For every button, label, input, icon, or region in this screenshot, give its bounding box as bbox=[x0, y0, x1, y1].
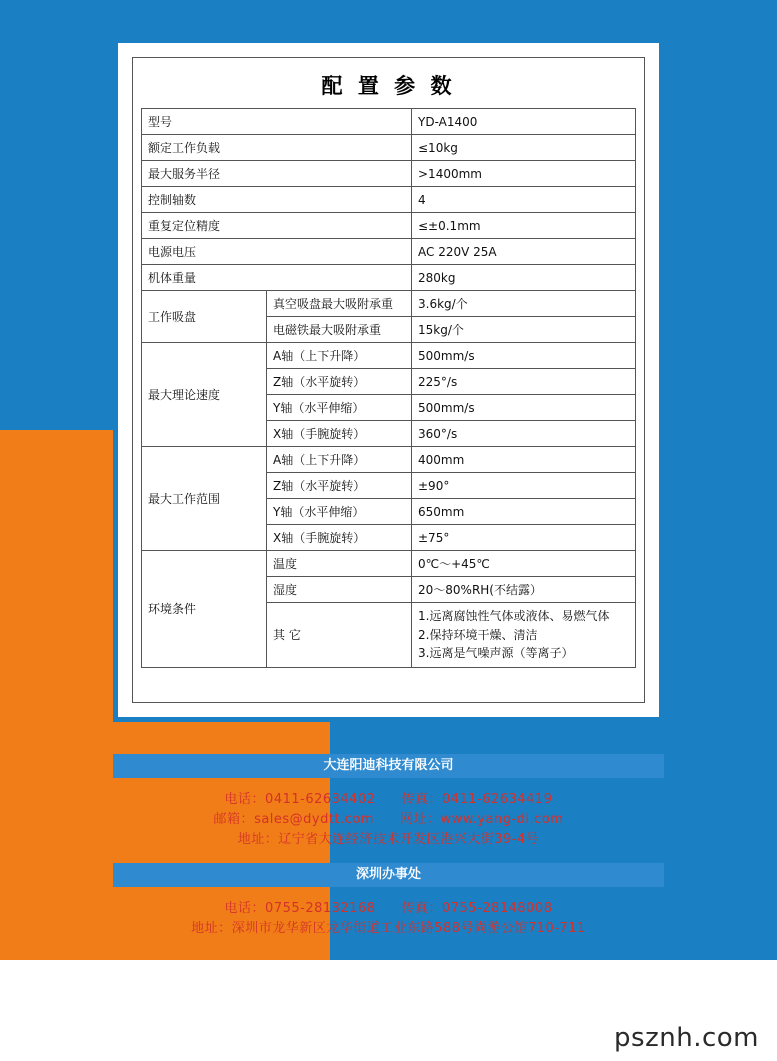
row-value: ±75° bbox=[412, 525, 636, 551]
row-value: YD-A1400 bbox=[412, 109, 636, 135]
web-label: 网址： bbox=[399, 812, 441, 827]
env-other-line: 2.保持环境干燥、清洁 bbox=[418, 627, 538, 642]
row-sublabel: 温度 bbox=[267, 551, 412, 577]
row-sublabel: 其 它 bbox=[267, 603, 412, 668]
fax-label: 传真： bbox=[401, 901, 443, 916]
row-sublabel: A轴（上下升降） bbox=[267, 343, 412, 369]
table-row bbox=[142, 343, 636, 369]
address-value: 深圳市龙华新区龙华街道工业东路588号尚游公馆710-711 bbox=[231, 921, 586, 936]
company-name-bar: 大连阳迪科技有限公司 bbox=[113, 754, 664, 778]
contact-email-row bbox=[113, 810, 664, 830]
row-sublabel: X轴（手腕旋转） bbox=[267, 525, 412, 551]
row-value: 225°/s bbox=[412, 369, 636, 395]
row-label: 电源电压 bbox=[142, 239, 412, 265]
row-value: 20～80%RH(不结露） bbox=[412, 577, 636, 603]
company-contact-block bbox=[113, 790, 664, 850]
row-value-multiline bbox=[412, 603, 636, 668]
row-value: ≤10kg bbox=[412, 135, 636, 161]
table-row bbox=[142, 265, 636, 291]
row-value: 360°/s bbox=[412, 421, 636, 447]
row-value: 4 bbox=[412, 187, 636, 213]
address-label: 地址： bbox=[237, 832, 279, 847]
row-sublabel: Y轴（水平伸缩） bbox=[267, 395, 412, 421]
branch-name-bar: 深圳办事处 bbox=[113, 863, 664, 887]
table-row bbox=[142, 109, 636, 135]
row-sublabel: 电磁铁最大吸附承重 bbox=[267, 317, 412, 343]
group-label: 最大理论速度 bbox=[142, 343, 267, 447]
address-value: 辽宁省大连经济技术开发区港兴大街39-4号 bbox=[278, 832, 540, 847]
row-sublabel: A轴（上下升降） bbox=[267, 447, 412, 473]
row-value: 650mm bbox=[412, 499, 636, 525]
spec-card-inner bbox=[132, 57, 645, 703]
web-value[interactable]: www.yang-di.com bbox=[440, 812, 564, 827]
table-row bbox=[142, 213, 636, 239]
table-row bbox=[142, 551, 636, 577]
email-value[interactable]: sales@dydtt.com bbox=[254, 812, 374, 827]
row-sublabel: Z轴（水平旋转） bbox=[267, 473, 412, 499]
row-value: 400mm bbox=[412, 447, 636, 473]
table-row bbox=[142, 291, 636, 317]
row-sublabel: 真空吸盘最大吸附承重 bbox=[267, 291, 412, 317]
branch-phone-row bbox=[113, 899, 664, 919]
table-row bbox=[142, 135, 636, 161]
row-label: 型号 bbox=[142, 109, 412, 135]
row-value: AC 220V 25A bbox=[412, 239, 636, 265]
table-row bbox=[142, 161, 636, 187]
row-value: ±90° bbox=[412, 473, 636, 499]
spec-title: 配 置 参 数 bbox=[321, 74, 456, 98]
spec-card bbox=[113, 38, 664, 722]
row-value: 500mm/s bbox=[412, 395, 636, 421]
contact-phone-row bbox=[113, 790, 664, 810]
row-value: 3.6kg/个 bbox=[412, 291, 636, 317]
row-label: 额定工作负载 bbox=[142, 135, 412, 161]
group-label: 工作吸盘 bbox=[142, 291, 267, 343]
row-sublabel: 湿度 bbox=[267, 577, 412, 603]
row-label: 最大服务半径 bbox=[142, 161, 412, 187]
row-value: ≤±0.1mm bbox=[412, 213, 636, 239]
branch-contact-block bbox=[113, 899, 664, 939]
table-row bbox=[142, 447, 636, 473]
spec-table bbox=[141, 108, 636, 668]
group-label: 环境条件 bbox=[142, 551, 267, 668]
row-label: 重复定位精度 bbox=[142, 213, 412, 239]
row-sublabel: X轴（手腕旋转） bbox=[267, 421, 412, 447]
row-sublabel: Z轴（水平旋转） bbox=[267, 369, 412, 395]
group-label: 最大工作范围 bbox=[142, 447, 267, 551]
row-sublabel: Y轴（水平伸缩） bbox=[267, 499, 412, 525]
env-other-line: 1.远离腐蚀性气体或液体、易燃气体 bbox=[418, 609, 610, 623]
contact-address-row bbox=[113, 830, 664, 850]
fax-value: 0755-28148008 bbox=[442, 901, 553, 916]
env-other-line: 3.远离是气噪声源（等离子） bbox=[418, 646, 574, 661]
row-value: >1400mm bbox=[412, 161, 636, 187]
fax-label: 传真： bbox=[401, 792, 443, 807]
phone-value: 0411-62634402 bbox=[265, 792, 376, 807]
row-value: 0℃～+45℃ bbox=[412, 551, 636, 577]
email-label: 邮箱： bbox=[213, 812, 255, 827]
row-value: 15kg/个 bbox=[412, 317, 636, 343]
row-label: 控制轴数 bbox=[142, 187, 412, 213]
row-value: 280kg bbox=[412, 265, 636, 291]
phone-label: 电话： bbox=[224, 901, 266, 916]
row-label: 机体重量 bbox=[142, 265, 412, 291]
phone-label: 电话： bbox=[224, 792, 266, 807]
fax-value: 0411-62634419 bbox=[442, 792, 553, 807]
table-row bbox=[142, 239, 636, 265]
address-label: 地址： bbox=[191, 921, 232, 936]
branch-address-row bbox=[113, 919, 664, 939]
phone-value: 0755-28132168 bbox=[265, 901, 376, 916]
watermark: psznh.com bbox=[614, 1023, 759, 1053]
row-value: 500mm/s bbox=[412, 343, 636, 369]
table-row bbox=[142, 187, 636, 213]
